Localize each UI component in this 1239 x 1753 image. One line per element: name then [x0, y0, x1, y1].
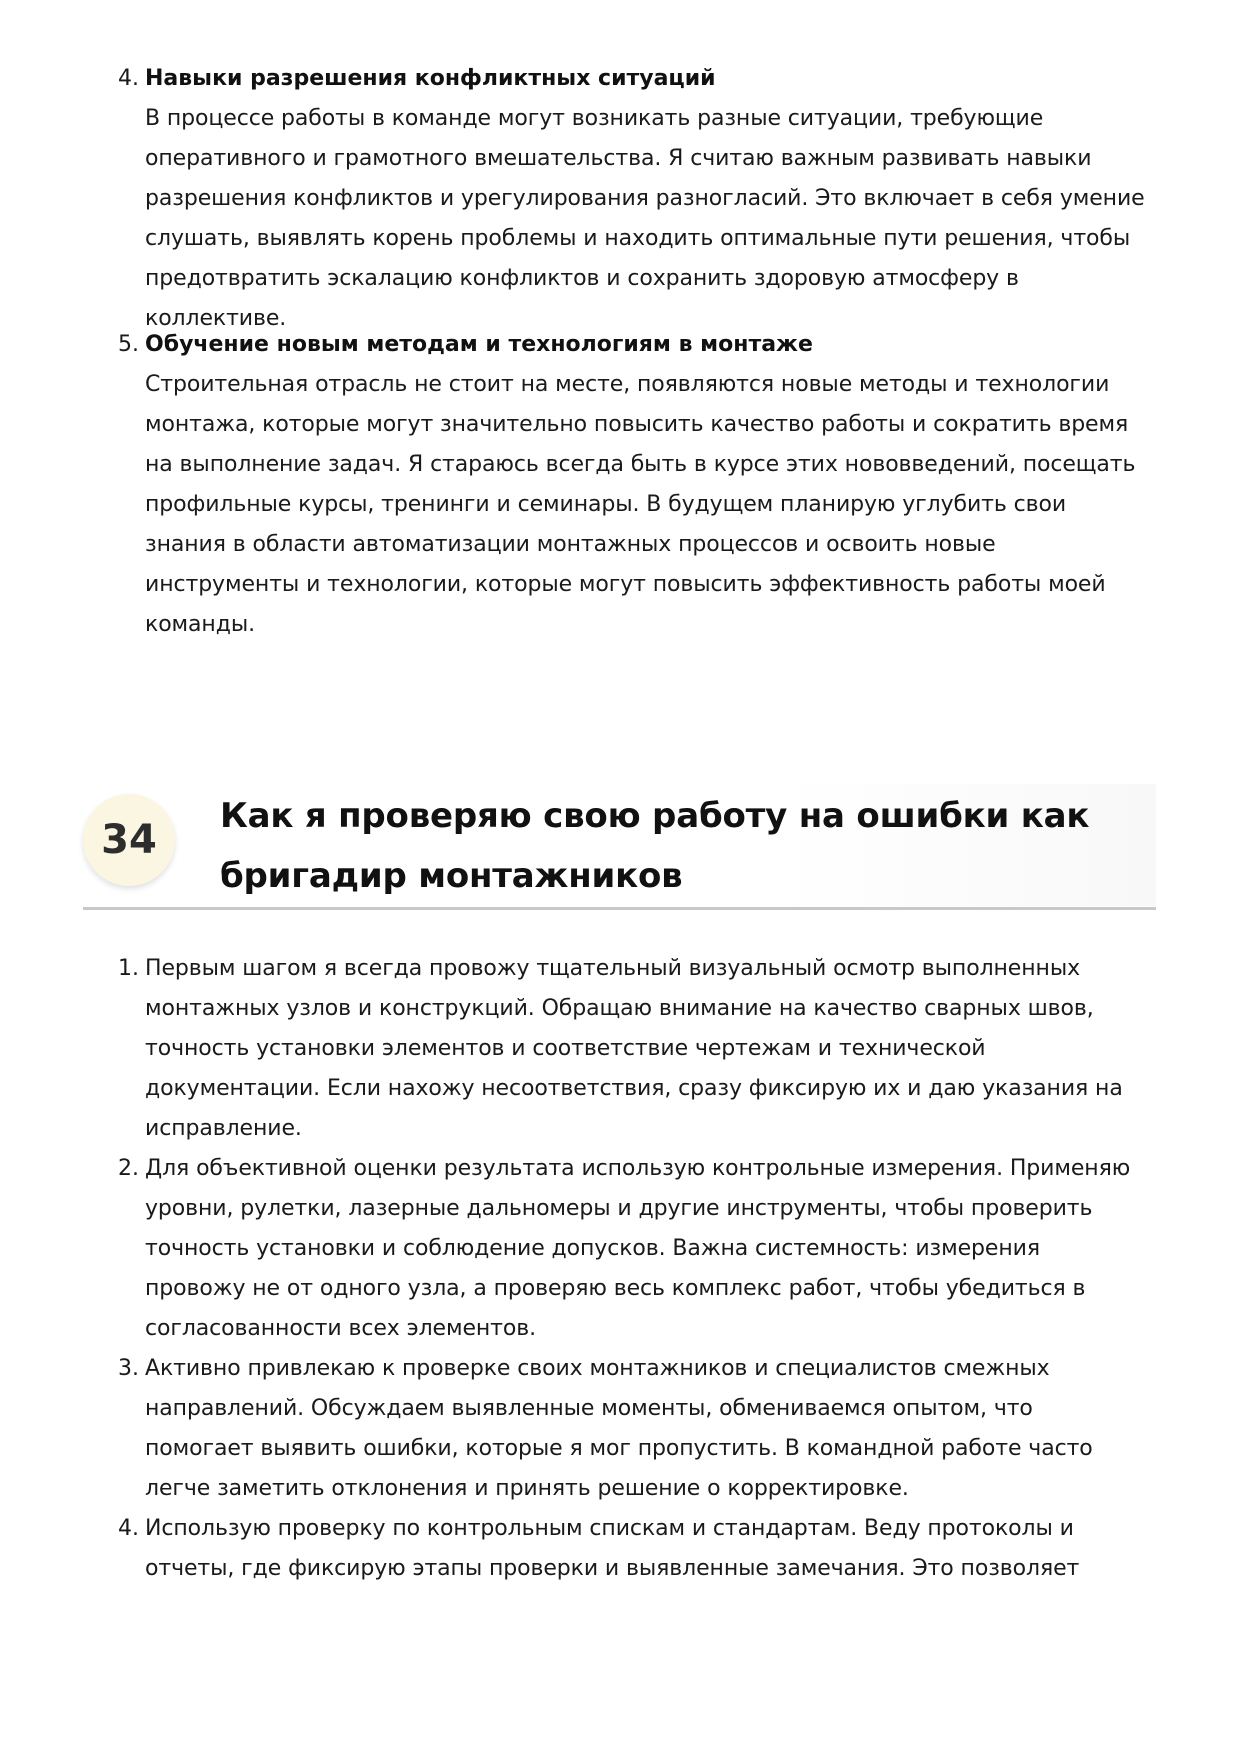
item-title: Навыки разрешения конфликтных ситуаций: [145, 66, 716, 91]
item-text: Первым шагом я всегда провожу тщательный визуальный осмотр выполненных монтажных узлов и конструкций. Обращаю внимание на качество сварных швов, точность установки элементов и соответствие чертежам и технической документации. Если нахожу несоответствия, сразу фиксирую их и даю указания на исправление.: [145, 956, 1123, 1141]
item-number: 4.: [118, 1516, 139, 1541]
list-item: [0, 949, 1145, 1149]
list-item: [0, 59, 1145, 331]
section-number-badge: 34: [83, 794, 175, 886]
item-text: Строительная отрасль не стоит на месте, появляются новые методы и технологии монтажа, которые могут значительно повысить качество работы и сократить время на выполнение задач. Я стараюсь всегда быть в курсе этих нововведений, посещать профильные курсы, тренинги и семинары. В будущем планирую углубить свои знания в области автоматизации монтажных процессов и освоить новые инструменты и технологии, которые могут повысить эффективность работы моей команды.: [145, 372, 1136, 637]
section-title: Как я проверяю свою работу на ошибки как бригадир монтажников: [220, 796, 1090, 896]
top-list: [0, 59, 1239, 645]
item-title: Обучение новым методам и технологиям в монтаже: [145, 332, 813, 357]
heading-divider: [83, 907, 1156, 910]
section-heading: [83, 784, 1156, 910]
list-item: [0, 325, 1145, 645]
list-item: [0, 1349, 1145, 1509]
item-text: Использую проверку по контрольным спискам и стандартам. Веду протоколы и отчеты, где фиксирую этапы проверки и выявленные замечания. Это позволяет: [145, 1516, 1080, 1581]
item-number: 1.: [118, 956, 139, 981]
item-text: В процессе работы в команде могут возникать разные ситуации, требующие оперативного и грамотного вмешательства. Я считаю важным развивать навыки разрешения конфликтов и урегулирования разногласий. Это включает в себя умение слушать, выявлять корень проблемы и находить оптимальные пути решения, чтобы предотвратить эскалацию конфликтов и сохранить здоровую атмосферу в коллективе.: [145, 106, 1145, 331]
list-item: [0, 1149, 1145, 1349]
item-text: Активно привлекаю к проверке своих монтажников и специалистов смежных направлений. Обсуждаем выявленные моменты, обмениваемся опытом, что помогает выявить ошибки, которые я мог пропустить. В командной работе часто легче заметить отклонения и принять решение о корректировке.: [145, 1356, 1093, 1501]
item-number: 5.: [118, 332, 139, 357]
item-number: 4.: [118, 66, 139, 91]
item-number: 3.: [118, 1356, 139, 1381]
item-number: 2.: [118, 1156, 139, 1181]
item-text: Для объективной оценки результата использую контрольные измерения. Применяю уровни, рулетки, лазерные дальномеры и другие инструменты, чтобы проверить точность установки и соблюдение допусков. Важна системность: измерения провожу не от одного узла, а проверяю весь комплекс работ, чтобы убедиться в согласованности всех элементов.: [145, 1156, 1131, 1341]
list-item: [0, 1509, 1145, 1589]
bottom-list: [0, 949, 1239, 1589]
